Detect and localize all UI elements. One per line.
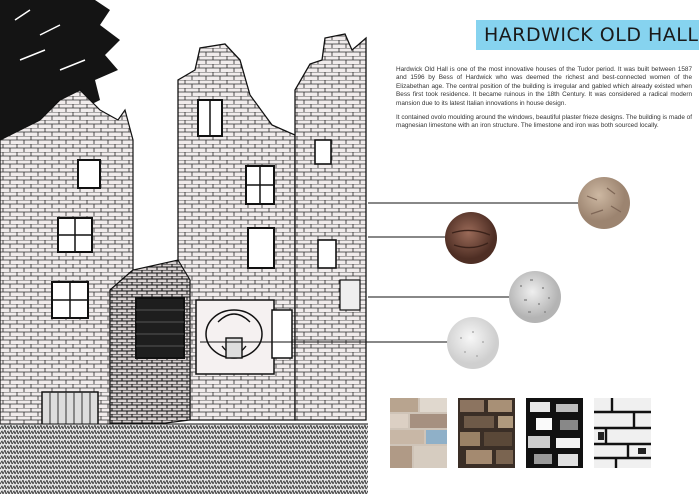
description-block	[396, 66, 692, 137]
grass-foreground	[0, 424, 368, 494]
description-paragraph-2: It contained ovolo moulding around the windows, beautiful plaster frieze designs. The building is made of magnesian limestone with an iron structure. The limestone and iron was both sourced locally.	[396, 114, 692, 130]
limestone-swatch	[508, 270, 562, 324]
sandstone-swatch	[577, 176, 631, 230]
tower-window-3	[248, 228, 274, 268]
iron-swatch	[444, 211, 498, 265]
plaster-swatch	[446, 316, 500, 370]
title-banner	[476, 20, 699, 50]
left-window-top	[78, 160, 100, 188]
right-tower	[295, 34, 366, 420]
description-paragraph-1: Hardwick Old Hall is one of the most innovative houses of the Tudor period. It was built between 1587 and 1596 by Bess of Hardwick who was deemed the richest and best-connected women of the Elizabethan age. The central position of the building is irregular and gabled which already existed when Bess first took residence. It became ruinous in the 18th Century. It was considered a radical modern mansion due to its latest Italian innovations in house design.	[396, 66, 692, 107]
texture-tile-bw-inverted	[594, 398, 651, 468]
lower-opening	[136, 298, 184, 358]
texture-tile-color	[390, 398, 447, 468]
page-title: HARDWICK OLD HALL	[484, 24, 699, 46]
texture-tile-dark	[458, 398, 515, 468]
texture-tile-bw	[526, 398, 583, 468]
